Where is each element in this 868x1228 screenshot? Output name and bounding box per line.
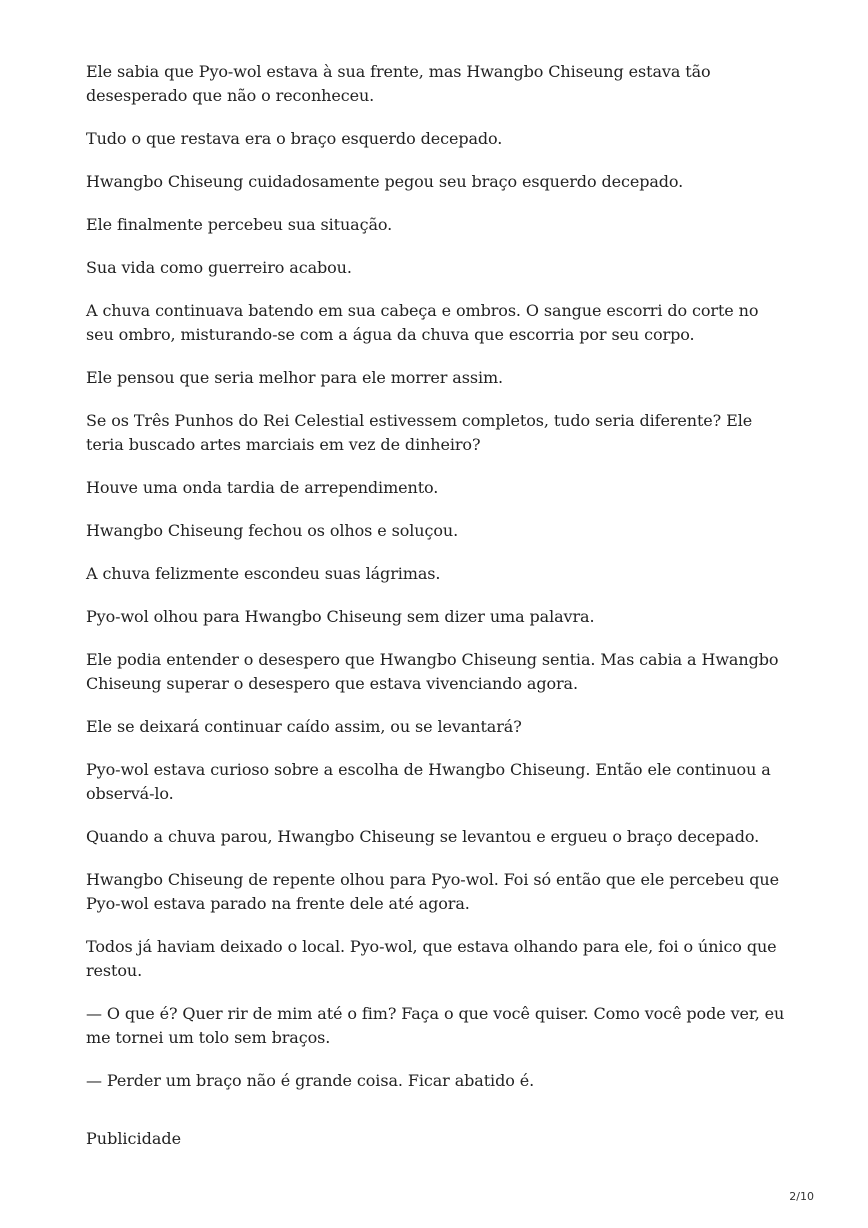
paragraph: Ele podia entender o desespero que Hwangbo Chiseung sentia. Mas cabia a Hwangbo Chiseung superar o desespero que estava vivenciando agora.: [86, 650, 779, 693]
paragraph: Se os Três Punhos do Rei Celestial estivessem completos, tudo seria diferente? Ele teria buscado artes marciais em vez de dinheiro?: [86, 411, 753, 454]
paragraph: A chuva felizmente escondeu suas lágrimas.: [86, 564, 441, 583]
article-body: [86, 60, 786, 1151]
paragraph: Todos já haviam deixado o local. Pyo-wol, que estava olhando para ele, foi o único que restou.: [86, 937, 777, 980]
paragraph: Ele finalmente percebeu sua situação.: [86, 215, 393, 234]
paragraph: — Perder um braço não é grande coisa. Ficar abatido é.: [86, 1071, 535, 1090]
paragraph: Quando a chuva parou, Hwangbo Chiseung se levantou e ergueu o braço decepado.: [86, 827, 760, 846]
paragraph: Ele pensou que seria melhor para ele morrer assim.: [86, 368, 504, 387]
paragraph: Ele se deixará continuar caído assim, ou se levantará?: [86, 717, 522, 736]
paragraph: Ele sabia que Pyo-wol estava à sua frente, mas Hwangbo Chiseung estava tão desesperado que não o reconheceu.: [86, 62, 711, 105]
paragraph: A chuva continuava batendo em sua cabeça e ombros. O sangue escorri do corte no seu ombro, misturando-se com a água da chuva que escorria por seu corpo.: [86, 301, 759, 344]
paragraph: Hwangbo Chiseung de repente olhou para Pyo-wol. Foi só então que ele percebeu que Pyo-wol estava parado na frente dele até agora.: [86, 870, 779, 913]
paragraph: — O que é? Quer rir de mim até o fim? Faça o que você quiser. Como você pode ver, eu me tornei um tolo sem braços.: [86, 1004, 785, 1047]
paragraph: Houve uma onda tardia de arrependimento.: [86, 478, 439, 497]
paragraph: Tudo o que restava era o braço esquerdo decepado.: [86, 129, 503, 148]
paragraph: Pyo-wol estava curioso sobre a escolha de Hwangbo Chiseung. Então ele continuou a observá-lo.: [86, 760, 771, 803]
advertisement-label: Publicidade: [86, 1129, 182, 1148]
paragraph: Pyo-wol olhou para Hwangbo Chiseung sem dizer uma palavra.: [86, 607, 595, 626]
page-number: 2/10: [789, 1190, 814, 1203]
paragraph: Sua vida como guerreiro acabou.: [86, 258, 352, 277]
paragraph: Hwangbo Chiseung fechou os olhos e soluçou.: [86, 521, 459, 540]
paragraph: Hwangbo Chiseung cuidadosamente pegou seu braço esquerdo decepado.: [86, 172, 684, 191]
